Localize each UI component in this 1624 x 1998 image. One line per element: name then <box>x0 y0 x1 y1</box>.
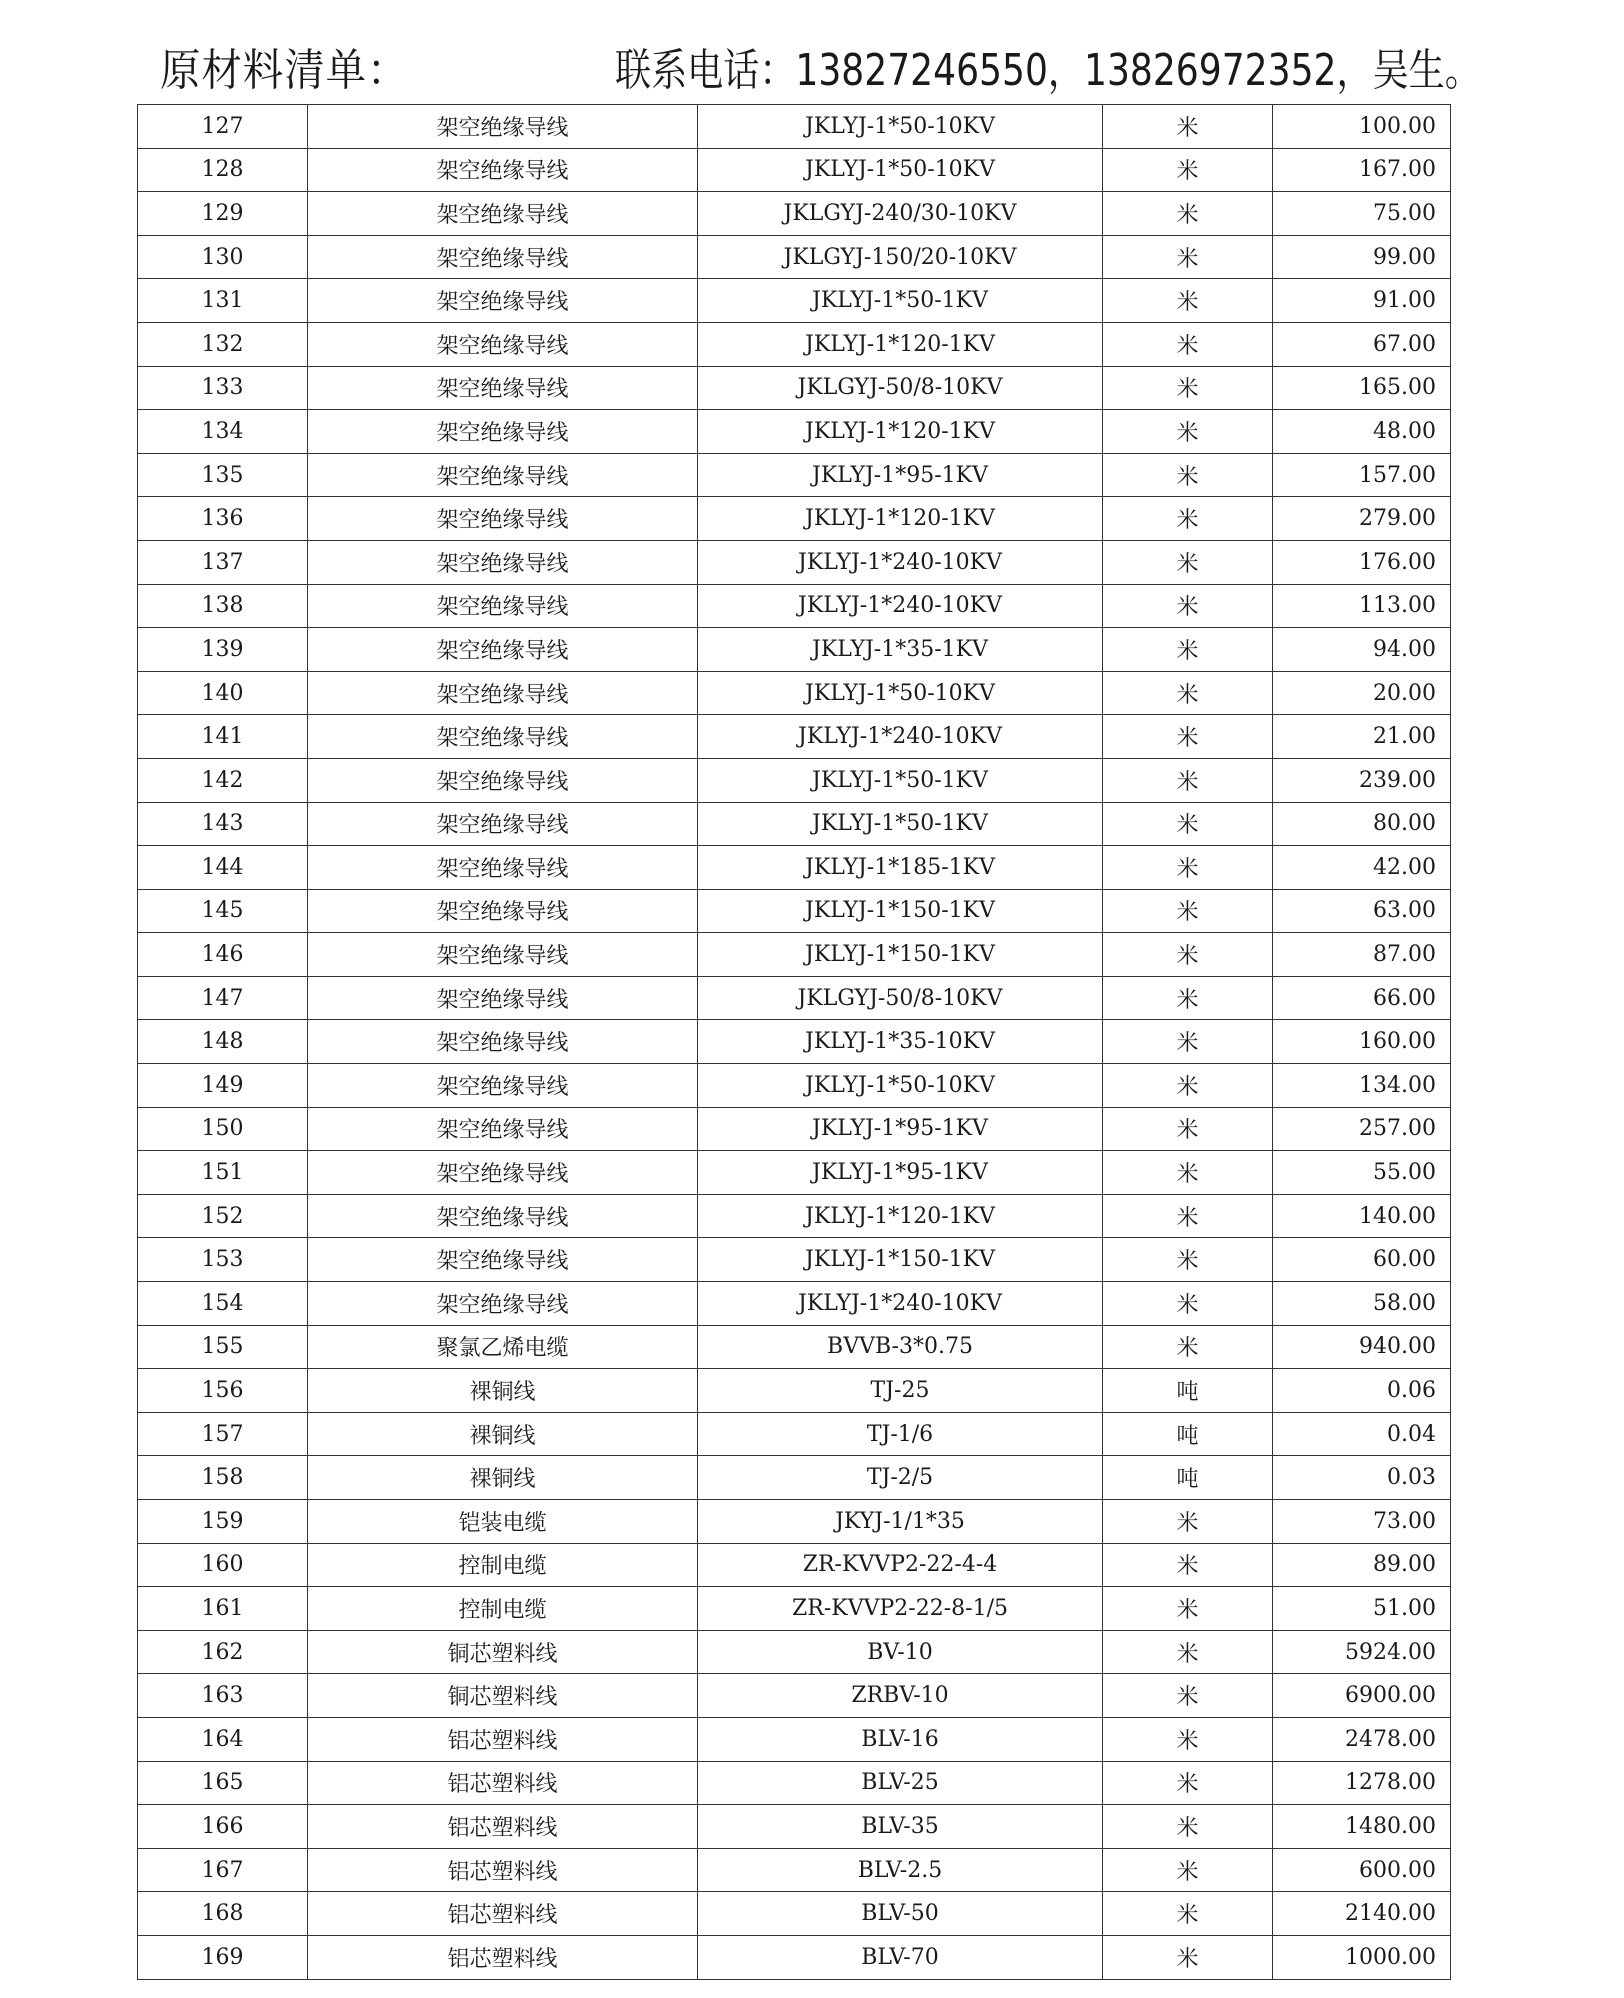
specification-cell: BLV-2.5 <box>698 1848 1103 1892</box>
row-number-cell: 156 <box>138 1369 308 1413</box>
unit-cell: 米 <box>1103 1020 1273 1064</box>
table-row <box>138 628 1451 672</box>
specification-cell: JKLYJ-1*120-1KV <box>698 1194 1103 1238</box>
material-name-cell: 裸铜线 <box>308 1412 698 1456</box>
row-number-cell: 163 <box>138 1674 308 1718</box>
quantity-cell: 2478.00 <box>1273 1717 1451 1761</box>
material-name-cell: 架空绝缘导线 <box>308 105 698 149</box>
page-header <box>0 0 1624 104</box>
row-number-cell: 149 <box>138 1064 308 1108</box>
specification-cell: TJ-1/6 <box>698 1412 1103 1456</box>
specification-cell: JKLGYJ-50/8-10KV <box>698 366 1103 410</box>
table-row <box>138 889 1451 933</box>
quantity-cell: 87.00 <box>1273 933 1451 977</box>
material-name-cell: 架空绝缘导线 <box>308 671 698 715</box>
unit-cell: 米 <box>1103 671 1273 715</box>
row-number-cell: 164 <box>138 1717 308 1761</box>
quantity-cell: 257.00 <box>1273 1107 1451 1151</box>
quantity-cell: 239.00 <box>1273 758 1451 802</box>
specification-cell: JKLYJ-1*185-1KV <box>698 846 1103 890</box>
table-row <box>138 976 1451 1020</box>
row-number-cell: 131 <box>138 279 308 323</box>
quantity-cell: 6900.00 <box>1273 1674 1451 1718</box>
unit-cell: 米 <box>1103 1107 1273 1151</box>
quantity-cell: 600.00 <box>1273 1848 1451 1892</box>
specification-cell: JKLYJ-1*95-1KV <box>698 453 1103 497</box>
material-name-cell: 架空绝缘导线 <box>308 1064 698 1108</box>
quantity-cell: 1278.00 <box>1273 1761 1451 1805</box>
row-number-cell: 138 <box>138 584 308 628</box>
unit-cell: 米 <box>1103 976 1273 1020</box>
material-name-cell: 裸铜线 <box>308 1456 698 1500</box>
unit-cell: 米 <box>1103 1587 1273 1631</box>
quantity-cell: 0.04 <box>1273 1412 1451 1456</box>
row-number-cell: 148 <box>138 1020 308 1064</box>
table-row <box>138 933 1451 977</box>
row-number-cell: 159 <box>138 1500 308 1544</box>
specification-cell: JKLYJ-1*120-1KV <box>698 322 1103 366</box>
unit-cell: 米 <box>1103 933 1273 977</box>
specification-cell: JKLYJ-1*150-1KV <box>698 1238 1103 1282</box>
material-name-cell: 架空绝缘导线 <box>308 976 698 1020</box>
row-number-cell: 157 <box>138 1412 308 1456</box>
specification-cell: JKLGYJ-240/30-10KV <box>698 192 1103 236</box>
row-number-cell: 144 <box>138 846 308 890</box>
unit-cell: 吨 <box>1103 1456 1273 1500</box>
table-row <box>138 1848 1451 1892</box>
specification-cell: JKLYJ-1*95-1KV <box>698 1151 1103 1195</box>
table-row <box>138 1500 1451 1544</box>
quantity-cell: 66.00 <box>1273 976 1451 1020</box>
table-row <box>138 846 1451 890</box>
table-row <box>138 1717 1451 1761</box>
table-row <box>138 1369 1451 1413</box>
quantity-cell: 63.00 <box>1273 889 1451 933</box>
quantity-cell: 21.00 <box>1273 715 1451 759</box>
material-name-cell: 架空绝缘导线 <box>308 715 698 759</box>
specification-cell: BVVB-3*0.75 <box>698 1325 1103 1369</box>
table-row <box>138 1630 1451 1674</box>
material-name-cell: 铝芯塑料线 <box>308 1892 698 1936</box>
material-name-cell: 控制电缆 <box>308 1587 698 1631</box>
unit-cell: 米 <box>1103 1543 1273 1587</box>
material-name-cell: 架空绝缘导线 <box>308 192 698 236</box>
material-name-cell: 架空绝缘导线 <box>308 322 698 366</box>
quantity-cell: 51.00 <box>1273 1587 1451 1631</box>
unit-cell: 米 <box>1103 235 1273 279</box>
unit-cell: 米 <box>1103 1935 1273 1979</box>
unit-cell: 米 <box>1103 758 1273 802</box>
specification-cell: BLV-16 <box>698 1717 1103 1761</box>
row-number-cell: 146 <box>138 933 308 977</box>
quantity-cell: 75.00 <box>1273 192 1451 236</box>
row-number-cell: 165 <box>138 1761 308 1805</box>
specification-cell: ZR-KVVP2-22-4-4 <box>698 1543 1103 1587</box>
material-name-cell: 架空绝缘导线 <box>308 235 698 279</box>
unit-cell: 米 <box>1103 1761 1273 1805</box>
table-row <box>138 1412 1451 1456</box>
specification-cell: JKLYJ-1*240-10KV <box>698 1282 1103 1326</box>
row-number-cell: 134 <box>138 410 308 454</box>
unit-cell: 米 <box>1103 279 1273 323</box>
row-number-cell: 161 <box>138 1587 308 1631</box>
material-name-cell: 架空绝缘导线 <box>308 758 698 802</box>
specification-cell: JKLYJ-1*150-1KV <box>698 889 1103 933</box>
table-row <box>138 1020 1451 1064</box>
quantity-cell: 134.00 <box>1273 1064 1451 1108</box>
quantity-cell: 58.00 <box>1273 1282 1451 1326</box>
row-number-cell: 153 <box>138 1238 308 1282</box>
unit-cell: 米 <box>1103 715 1273 759</box>
table-row <box>138 1674 1451 1718</box>
row-number-cell: 143 <box>138 802 308 846</box>
unit-cell: 米 <box>1103 366 1273 410</box>
specification-cell: JKLGYJ-150/20-10KV <box>698 235 1103 279</box>
table-row <box>138 105 1451 149</box>
quantity-cell: 0.06 <box>1273 1369 1451 1413</box>
table-row <box>138 1325 1451 1369</box>
material-name-cell: 铜芯塑料线 <box>308 1630 698 1674</box>
quantity-cell: 0.03 <box>1273 1456 1451 1500</box>
unit-cell: 吨 <box>1103 1369 1273 1413</box>
unit-cell: 米 <box>1103 453 1273 497</box>
row-number-cell: 129 <box>138 192 308 236</box>
specification-cell: JKLYJ-1*150-1KV <box>698 933 1103 977</box>
quantity-cell: 48.00 <box>1273 410 1451 454</box>
material-name-cell: 架空绝缘导线 <box>308 889 698 933</box>
materials-table-body <box>138 105 1451 1980</box>
material-name-cell: 架空绝缘导线 <box>308 1194 698 1238</box>
table-row <box>138 192 1451 236</box>
quantity-cell: 42.00 <box>1273 846 1451 890</box>
quantity-cell: 80.00 <box>1273 802 1451 846</box>
row-number-cell: 162 <box>138 1630 308 1674</box>
specification-cell: JKLYJ-1*50-10KV <box>698 1064 1103 1108</box>
specification-cell: JKLGYJ-50/8-10KV <box>698 976 1103 1020</box>
quantity-cell: 113.00 <box>1273 584 1451 628</box>
specification-cell: JKLYJ-1*35-10KV <box>698 1020 1103 1064</box>
unit-cell: 米 <box>1103 322 1273 366</box>
quantity-cell: 157.00 <box>1273 453 1451 497</box>
material-name-cell: 架空绝缘导线 <box>308 933 698 977</box>
materials-table <box>137 104 1451 1980</box>
quantity-cell: 1000.00 <box>1273 1935 1451 1979</box>
row-number-cell: 168 <box>138 1892 308 1936</box>
unit-cell: 米 <box>1103 889 1273 933</box>
unit-cell: 米 <box>1103 1064 1273 1108</box>
table-row <box>138 235 1451 279</box>
unit-cell: 米 <box>1103 540 1273 584</box>
row-number-cell: 128 <box>138 148 308 192</box>
specification-cell: TJ-2/5 <box>698 1456 1103 1500</box>
unit-cell: 吨 <box>1103 1412 1273 1456</box>
unit-cell: 米 <box>1103 1848 1273 1892</box>
unit-cell: 米 <box>1103 148 1273 192</box>
table-row <box>138 1107 1451 1151</box>
specification-cell: JKLYJ-1*50-10KV <box>698 105 1103 149</box>
table-row <box>138 148 1451 192</box>
table-row <box>138 1456 1451 1500</box>
table-row <box>138 497 1451 541</box>
quantity-cell: 160.00 <box>1273 1020 1451 1064</box>
row-number-cell: 145 <box>138 889 308 933</box>
specification-cell: JKLYJ-1*35-1KV <box>698 628 1103 672</box>
quantity-cell: 94.00 <box>1273 628 1451 672</box>
unit-cell: 米 <box>1103 1500 1273 1544</box>
unit-cell: 米 <box>1103 846 1273 890</box>
specification-cell: JKLYJ-1*240-10KV <box>698 584 1103 628</box>
material-name-cell: 铝芯塑料线 <box>308 1761 698 1805</box>
quantity-cell: 5924.00 <box>1273 1630 1451 1674</box>
table-row <box>138 671 1451 715</box>
material-name-cell: 裸铜线 <box>308 1369 698 1413</box>
material-name-cell: 架空绝缘导线 <box>308 497 698 541</box>
row-number-cell: 169 <box>138 1935 308 1979</box>
material-name-cell: 架空绝缘导线 <box>308 279 698 323</box>
row-number-cell: 155 <box>138 1325 308 1369</box>
specification-cell: JKLYJ-1*120-1KV <box>698 497 1103 541</box>
material-name-cell: 架空绝缘导线 <box>308 1238 698 1282</box>
specification-cell: JKLYJ-1*50-1KV <box>698 279 1103 323</box>
quantity-cell: 100.00 <box>1273 105 1451 149</box>
table-row <box>138 453 1451 497</box>
material-name-cell: 铝芯塑料线 <box>308 1805 698 1849</box>
row-number-cell: 139 <box>138 628 308 672</box>
specification-cell: BLV-50 <box>698 1892 1103 1936</box>
row-number-cell: 150 <box>138 1107 308 1151</box>
quantity-cell: 2140.00 <box>1273 1892 1451 1936</box>
unit-cell: 米 <box>1103 1805 1273 1849</box>
unit-cell: 米 <box>1103 1630 1273 1674</box>
unit-cell: 米 <box>1103 1892 1273 1936</box>
quantity-cell: 67.00 <box>1273 322 1451 366</box>
table-row <box>138 1587 1451 1631</box>
row-number-cell: 158 <box>138 1456 308 1500</box>
material-name-cell: 架空绝缘导线 <box>308 540 698 584</box>
specification-cell: JKLYJ-1*50-10KV <box>698 148 1103 192</box>
row-number-cell: 137 <box>138 540 308 584</box>
quantity-cell: 89.00 <box>1273 1543 1451 1587</box>
specification-cell: BLV-35 <box>698 1805 1103 1849</box>
unit-cell: 米 <box>1103 1325 1273 1369</box>
row-number-cell: 127 <box>138 105 308 149</box>
table-row <box>138 1194 1451 1238</box>
table-row <box>138 1238 1451 1282</box>
table-row <box>138 540 1451 584</box>
material-name-cell: 铝芯塑料线 <box>308 1935 698 1979</box>
specification-cell: ZR-KVVP2-22-8-1/5 <box>698 1587 1103 1631</box>
material-name-cell: 架空绝缘导线 <box>308 1151 698 1195</box>
row-number-cell: 132 <box>138 322 308 366</box>
table-row <box>138 1282 1451 1326</box>
table-row <box>138 758 1451 802</box>
material-name-cell: 架空绝缘导线 <box>308 1282 698 1326</box>
quantity-cell: 91.00 <box>1273 279 1451 323</box>
material-name-cell: 铝芯塑料线 <box>308 1848 698 1892</box>
quantity-cell: 940.00 <box>1273 1325 1451 1369</box>
row-number-cell: 167 <box>138 1848 308 1892</box>
unit-cell: 米 <box>1103 1194 1273 1238</box>
material-name-cell: 架空绝缘导线 <box>308 1107 698 1151</box>
material-name-cell: 架空绝缘导线 <box>308 148 698 192</box>
unit-cell: 米 <box>1103 584 1273 628</box>
row-number-cell: 154 <box>138 1282 308 1326</box>
material-name-cell: 架空绝缘导线 <box>308 584 698 628</box>
unit-cell: 米 <box>1103 1717 1273 1761</box>
specification-cell: BLV-25 <box>698 1761 1103 1805</box>
row-number-cell: 166 <box>138 1805 308 1849</box>
row-number-cell: 147 <box>138 976 308 1020</box>
quantity-cell: 73.00 <box>1273 1500 1451 1544</box>
table-row <box>138 1805 1451 1849</box>
specification-cell: JKLYJ-1*50-1KV <box>698 802 1103 846</box>
table-row <box>138 322 1451 366</box>
row-number-cell: 130 <box>138 235 308 279</box>
material-name-cell: 架空绝缘导线 <box>308 1020 698 1064</box>
unit-cell: 米 <box>1103 1282 1273 1326</box>
material-name-cell: 架空绝缘导线 <box>308 802 698 846</box>
unit-cell: 米 <box>1103 1674 1273 1718</box>
row-number-cell: 140 <box>138 671 308 715</box>
material-name-cell: 架空绝缘导线 <box>308 846 698 890</box>
quantity-cell: 176.00 <box>1273 540 1451 584</box>
material-name-cell: 铝芯塑料线 <box>308 1717 698 1761</box>
unit-cell: 米 <box>1103 497 1273 541</box>
unit-cell: 米 <box>1103 105 1273 149</box>
specification-cell: TJ-25 <box>698 1369 1103 1413</box>
document-title: 原材料清单： <box>160 45 409 96</box>
row-number-cell: 133 <box>138 366 308 410</box>
unit-cell: 米 <box>1103 628 1273 672</box>
material-name-cell: 架空绝缘导线 <box>308 366 698 410</box>
row-number-cell: 142 <box>138 758 308 802</box>
table-row <box>138 802 1451 846</box>
unit-cell: 米 <box>1103 802 1273 846</box>
unit-cell: 米 <box>1103 410 1273 454</box>
quantity-cell: 60.00 <box>1273 1238 1451 1282</box>
table-row <box>138 1064 1451 1108</box>
quantity-cell: 167.00 <box>1273 148 1451 192</box>
unit-cell: 米 <box>1103 1238 1273 1282</box>
contact-info: 联系电话：13827246550，13826972352，吴生。 <box>615 45 1481 96</box>
table-row <box>138 584 1451 628</box>
table-row <box>138 279 1451 323</box>
quantity-cell: 99.00 <box>1273 235 1451 279</box>
material-name-cell: 铜芯塑料线 <box>308 1674 698 1718</box>
unit-cell: 米 <box>1103 192 1273 236</box>
table-row <box>138 1892 1451 1936</box>
row-number-cell: 152 <box>138 1194 308 1238</box>
specification-cell: JKYJ-1/1*35 <box>698 1500 1103 1544</box>
specification-cell: BLV-70 <box>698 1935 1103 1979</box>
material-name-cell: 架空绝缘导线 <box>308 453 698 497</box>
specification-cell: JKLYJ-1*95-1KV <box>698 1107 1103 1151</box>
table-row <box>138 1543 1451 1587</box>
specification-cell: JKLYJ-1*120-1KV <box>698 410 1103 454</box>
material-name-cell: 铠装电缆 <box>308 1500 698 1544</box>
quantity-cell: 20.00 <box>1273 671 1451 715</box>
specification-cell: BV-10 <box>698 1630 1103 1674</box>
quantity-cell: 279.00 <box>1273 497 1451 541</box>
material-name-cell: 控制电缆 <box>308 1543 698 1587</box>
specification-cell: JKLYJ-1*50-1KV <box>698 758 1103 802</box>
table-row <box>138 1151 1451 1195</box>
unit-cell: 米 <box>1103 1151 1273 1195</box>
material-name-cell: 架空绝缘导线 <box>308 410 698 454</box>
material-name-cell: 架空绝缘导线 <box>308 628 698 672</box>
material-name-cell: 聚氯乙烯电缆 <box>308 1325 698 1369</box>
specification-cell: ZRBV-10 <box>698 1674 1103 1718</box>
table-row <box>138 1935 1451 1979</box>
row-number-cell: 151 <box>138 1151 308 1195</box>
specification-cell: JKLYJ-1*50-10KV <box>698 671 1103 715</box>
specification-cell: JKLYJ-1*240-10KV <box>698 540 1103 584</box>
quantity-cell: 55.00 <box>1273 1151 1451 1195</box>
row-number-cell: 135 <box>138 453 308 497</box>
row-number-cell: 160 <box>138 1543 308 1587</box>
row-number-cell: 136 <box>138 497 308 541</box>
table-row <box>138 715 1451 759</box>
quantity-cell: 140.00 <box>1273 1194 1451 1238</box>
table-row <box>138 1761 1451 1805</box>
table-row <box>138 410 1451 454</box>
row-number-cell: 141 <box>138 715 308 759</box>
quantity-cell: 165.00 <box>1273 366 1451 410</box>
table-row <box>138 366 1451 410</box>
specification-cell: JKLYJ-1*240-10KV <box>698 715 1103 759</box>
quantity-cell: 1480.00 <box>1273 1805 1451 1849</box>
